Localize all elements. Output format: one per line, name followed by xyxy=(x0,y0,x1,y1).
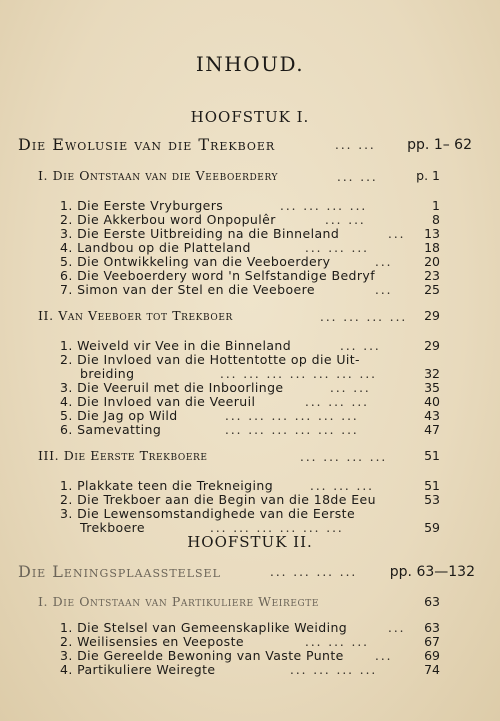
entry-dots: ... ... ... ... xyxy=(290,663,378,677)
entry-dots: ... ... ... ... ... ... xyxy=(210,521,344,535)
section-title-1: I. Die Ontstaan van die Veeboerdery xyxy=(38,168,279,183)
toc-entry: 7. Simon van der Stel en die Veeboere xyxy=(60,282,315,297)
entry-dots: ... ... xyxy=(330,381,371,395)
toc-entry: 3. Die Eerste Uitbreiding na die Binneland xyxy=(60,226,340,241)
toc-entry: 5. Die Ontwikkeling van die Veeboerdery xyxy=(60,254,331,269)
entry-dots: ... ... ... xyxy=(305,635,369,649)
entry-dots: ... ... ... xyxy=(310,479,374,493)
entry-page: 35 xyxy=(424,380,440,395)
entry-dots: ... xyxy=(388,227,406,241)
toc-entry: breiding xyxy=(80,366,135,381)
entry-page: 69 xyxy=(424,648,440,663)
toc-entry: 6. Samevatting xyxy=(60,422,162,437)
entry-page: 63 xyxy=(424,620,440,635)
part-pages-1: pp. 1– 62 xyxy=(407,137,472,153)
part-title-2: Die Leningsplaasstelsel xyxy=(18,562,221,581)
toc-entry: 2. Die Invloed van die Hottentotte op die Uit- xyxy=(60,352,360,367)
section-dots-1: ... ... xyxy=(337,170,378,184)
chapter-heading-2: HOOFSTUK II. xyxy=(187,533,313,551)
toc-entry: Trekboere xyxy=(80,520,146,535)
toc-entry: 2. Weilisensies en Veeposte xyxy=(60,634,244,649)
entry-page: 53 xyxy=(424,492,440,507)
entry-dots: ... ... ... ... xyxy=(280,199,368,213)
part-pages-2: pp. 63—132 xyxy=(389,564,475,580)
entry-dots: ... xyxy=(375,283,393,297)
entry-dots: ... ... ... xyxy=(305,241,369,255)
entry-page: 32 xyxy=(424,366,440,381)
chapter-heading-1: HOOFSTUK I. xyxy=(190,108,310,126)
entry-page: 1 xyxy=(432,198,440,213)
section-title-4: I. Die Ontstaan van Partikuliere Weiregte xyxy=(38,594,320,609)
entry-dots: ... ... ... ... ... ... xyxy=(225,409,359,423)
section-title-2: II. Van Veeboer tot Trekboer xyxy=(38,308,233,323)
entry-page: 8 xyxy=(432,212,440,227)
entry-page: 40 xyxy=(424,394,440,409)
entry-dots: ... xyxy=(375,255,393,269)
section-page-1: p. 1 xyxy=(416,168,440,183)
section-page-2: 29 xyxy=(424,308,440,323)
entry-page: 47 xyxy=(424,422,440,437)
entry-page: 74 xyxy=(424,662,440,677)
part-title-1: Die Ewolusie van die Trekboer xyxy=(18,135,276,154)
entry-dots: ... ... ... ... ... ... xyxy=(225,423,359,437)
toc-entry: 1. Plakkate teen die Trekneiging xyxy=(60,478,274,493)
section-page-4: 63 xyxy=(424,594,440,609)
entry-page: 59 xyxy=(424,520,440,535)
entry-page: 20 xyxy=(424,254,440,269)
entry-dots: ... ... xyxy=(340,339,381,353)
entry-page: 51 xyxy=(424,478,440,493)
entry-page: 67 xyxy=(424,634,440,649)
toc-entry: 4. Landbou op die Platteland xyxy=(60,240,251,255)
entry-dots: ... ... ... xyxy=(305,395,369,409)
entry-page: 13 xyxy=(424,226,440,241)
toc-entry: 2. Die Trekboer aan die Begin van die 18de Eeu xyxy=(60,492,376,507)
toc-entry: 5. Die Jag op Wild xyxy=(60,408,178,423)
toc-entry: 3. Die Veeruil met die Inboorlinge xyxy=(60,380,284,395)
entry-dots: ... xyxy=(388,621,406,635)
entry-dots: ... xyxy=(375,649,393,663)
entry-page: 25 xyxy=(424,282,440,297)
toc-entry: 4. Die Invloed van die Veeruil xyxy=(60,394,256,409)
toc-entry: 2. Die Akkerbou word Onpopulêr xyxy=(60,212,276,227)
section-title-3: III. Die Eerste Trekboere xyxy=(38,448,208,463)
section-dots-3: ... ... ... ... xyxy=(300,450,388,464)
page-title: INHOUD. xyxy=(195,52,305,76)
entry-dots: ... ... ... ... ... ... ... xyxy=(220,367,377,381)
entry-page: 43 xyxy=(424,408,440,423)
part-dots-2: ... ... ... ... xyxy=(270,565,358,579)
part-dots-1: ... ... xyxy=(335,138,376,152)
entry-page: 23 xyxy=(424,268,440,283)
entry-dots: ... ... xyxy=(325,213,366,227)
section-dots-2: ... ... ... ... xyxy=(320,310,408,324)
section-page-3: 51 xyxy=(424,448,440,463)
toc-entry: 4. Partikuliere Weiregte xyxy=(60,662,216,677)
toc-entry: 1. Weiveld vir Vee in die Binneland xyxy=(60,338,292,353)
toc-entry: 3. Die Gereelde Bewoning van Vaste Punte xyxy=(60,648,344,663)
toc-entry: 1. Die Eerste Vryburgers xyxy=(60,198,224,213)
entry-page: 29 xyxy=(424,338,440,353)
toc-entry: 3. Die Lewensomstandighede van die Eerste xyxy=(60,506,356,521)
toc-entry: 6. Die Veeboerdery word 'n Selfstandige Bedryf xyxy=(60,268,376,283)
entry-page: 18 xyxy=(424,240,440,255)
toc-entry: 1. Die Stelsel van Gemeenskaplike Weiding xyxy=(60,620,348,635)
